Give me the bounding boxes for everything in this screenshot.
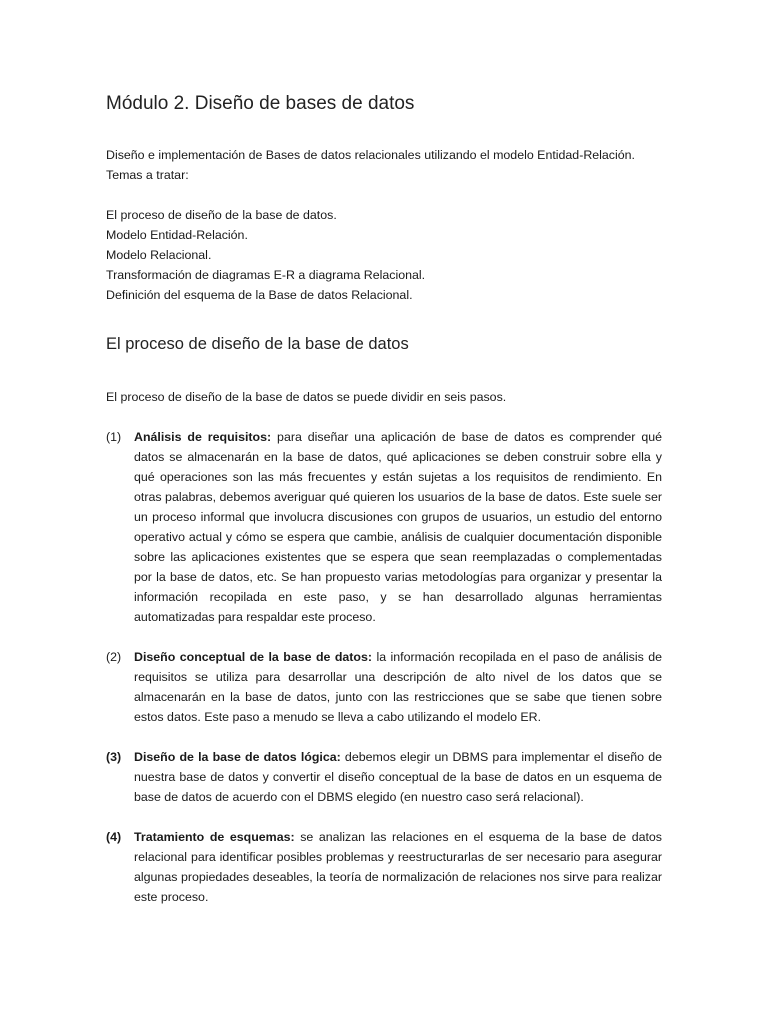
step-item: [106, 827, 662, 907]
topic-item: Modelo Entidad-Relación.: [106, 228, 248, 242]
intro-line: Diseño e implementación de Bases de datos relacionales utilizando el modelo Entidad-Relación.: [106, 148, 635, 162]
step-term: Diseño de la base de datos lógica:: [134, 750, 341, 764]
step-item: [106, 647, 662, 727]
intro: [106, 145, 662, 185]
section-heading: El proceso de diseño de la base de datos: [106, 335, 409, 353]
topic-item: Definición del esquema de la Base de datos Relacional.: [106, 288, 413, 302]
step-item: [106, 427, 662, 627]
step-list: [106, 427, 662, 907]
step-number: (3): [106, 750, 122, 764]
step-text: debemos elegir un DBMS para implementar el diseño de nuestra base de datos y convertir el diseño conceptual de la base de datos en un esquema de base de datos de acuerdo con el DBMS elegido (en nuestro caso será relacional).: [134, 750, 662, 804]
topic-item: El proceso de diseño de la base de datos.: [106, 208, 337, 222]
step-body: [134, 827, 662, 907]
intro-line: Temas a tratar:: [106, 168, 189, 182]
topic-item: Transformación de diagramas E-R a diagrama Relacional.: [106, 268, 426, 282]
lead-paragraph: El proceso de diseño de la base de datos se puede dividir en seis pasos.: [106, 390, 507, 404]
step-text: se analizan las relaciones en el esquema de la base de datos relacional para identificar posibles problemas y reestructurarlas de ser necesario para asegurar algunas propiedades deseables, la teoría de normalización de relaciones nos sirve para realizar este proceso.: [134, 830, 663, 904]
topic-list: [106, 205, 662, 305]
topic-item: Modelo Relacional.: [106, 248, 212, 262]
step-text: la información recopilada en el paso de análisis de requisitos se utiliza para desarrollar una descripción de alto nivel de los datos que se almacenarán en la base de datos, junto con las restricciones que se sabe que tienen sobre estos datos. Este paso a menudo se lleva a cabo utilizando el modelo ER.: [134, 650, 662, 724]
step-number: (4): [106, 830, 122, 844]
page-title: Módulo 2. Diseño de bases de datos: [106, 93, 415, 114]
step-body: [134, 747, 662, 807]
step-term: Análisis de requisitos:: [134, 430, 272, 444]
step-term: Tratamiento de esquemas:: [134, 830, 295, 844]
step-body: [134, 647, 662, 727]
step-term: Diseño conceptual de la base de datos:: [134, 650, 373, 664]
step-number: (1): [106, 430, 122, 444]
step-text: para diseñar una aplicación de base de datos es comprender qué datos se almacenarán en la base de datos, qué aplicaciones se deben construir sobre ella y qué operaciones son las más frecuentes y están sujetas a los requisitos de rendimiento. En otras palabras, debemos averiguar qué quieren los usuarios de la base de datos. Este suele ser un proceso informal que involucra discusiones con grupos de usuarios, un estudio del entorno operativo actual y cómo se espera que cambie, análisis de cualquier documentación disponible sobre las aplicaciones existentes que se espera que sean reemplazadas o complementadas por la base de datos, etc. Se han propuesto varias metodologías para organizar y presentar la información recopilada en este paso, y se han desarrollado algunas herramientas automatizadas para respaldar este proceso.: [134, 430, 662, 624]
step-number: (2): [106, 650, 122, 664]
step-item: [106, 747, 662, 807]
step-body: [134, 427, 662, 627]
